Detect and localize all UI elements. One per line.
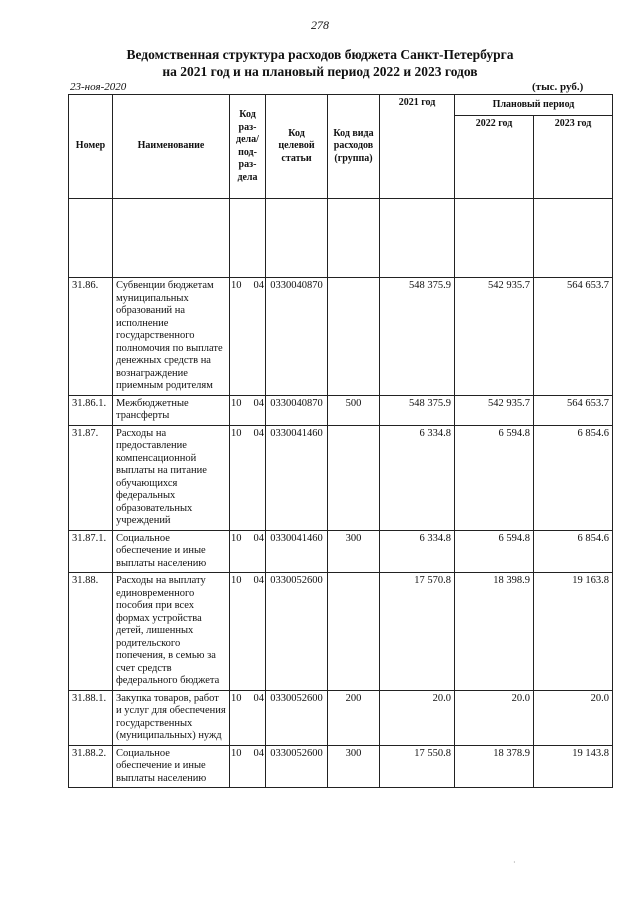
section-code: 10 xyxy=(231,532,242,544)
row-value-2023: 564 653.7 xyxy=(534,278,613,396)
header-planned-period: Плановый период xyxy=(455,95,613,116)
row-value-2023: 19 163.8 xyxy=(534,573,613,691)
scan-mark: · xyxy=(513,858,516,867)
row-name: Социальное обеспечение и иные выплаты населению xyxy=(113,745,230,788)
row-name: Закупка товаров, работ и услуг для обеспечения государственных (муниципальных) нужд xyxy=(113,690,230,745)
title-line-2: на 2021 год и на плановый период 2022 и 2023 годов xyxy=(162,64,478,79)
row-section-code xyxy=(230,395,266,425)
table-row xyxy=(69,690,613,745)
row-value-2021: 17 550.8 xyxy=(380,745,455,788)
table-row xyxy=(69,395,613,425)
row-section-code xyxy=(230,425,266,530)
header-spacer-row xyxy=(69,199,613,278)
row-name: Межбюджетные трансферты xyxy=(113,395,230,425)
row-value-2022: 6 594.8 xyxy=(455,530,534,573)
row-value-2021: 6 334.8 xyxy=(380,425,455,530)
row-target-code: 0330052600 xyxy=(266,690,328,745)
section-code: 10 xyxy=(231,692,242,704)
row-number: 31.87. xyxy=(69,425,113,530)
row-value-2022: 542 935.7 xyxy=(455,395,534,425)
row-section-code xyxy=(230,690,266,745)
row-expense-type: 300 xyxy=(328,745,380,788)
row-value-2021: 548 375.9 xyxy=(380,395,455,425)
row-name: Социальное обеспечение и иные выплаты населению xyxy=(113,530,230,573)
table-row xyxy=(69,278,613,396)
row-expense-type xyxy=(328,278,380,396)
row-name: Расходы на предоставление компенсационной выплаты на питание обучающихся федеральных образовательных учреждений xyxy=(113,425,230,530)
row-name: Субвенции бюджетам муниципальных образований на исполнение государственного полномочия по выплате денежных средств на вознаграждение приемным родителям xyxy=(113,278,230,396)
row-number: 31.88.1. xyxy=(69,690,113,745)
document-title xyxy=(0,46,640,80)
row-value-2022: 542 935.7 xyxy=(455,278,534,396)
row-expense-type xyxy=(328,573,380,691)
table-row xyxy=(69,530,613,573)
row-value-2023: 564 653.7 xyxy=(534,395,613,425)
header-expense-type-code: Код вида расходов (группа) xyxy=(328,95,380,199)
subsection-code: 04 xyxy=(253,532,264,544)
subsection-code: 04 xyxy=(253,747,264,759)
header-number: Номер xyxy=(69,95,113,199)
row-value-2022: 18 378.9 xyxy=(455,745,534,788)
header-name: Наименование xyxy=(113,95,230,199)
budget-table xyxy=(68,94,613,788)
document-date: 23-ноя-2020 xyxy=(70,81,127,93)
row-target-code: 0330052600 xyxy=(266,573,328,691)
row-section-code xyxy=(230,530,266,573)
section-code: 10 xyxy=(231,747,242,759)
header-target-code: Код целевой статьи xyxy=(266,95,328,199)
units-label: (тыс. руб.) xyxy=(532,81,584,93)
page-number: 278 xyxy=(311,18,329,32)
row-target-code: 0330040870 xyxy=(266,395,328,425)
row-target-code: 0330040870 xyxy=(266,278,328,396)
row-expense-type: 200 xyxy=(328,690,380,745)
row-value-2022: 18 398.9 xyxy=(455,573,534,691)
row-number: 31.86. xyxy=(69,278,113,396)
row-value-2021: 17 570.8 xyxy=(380,573,455,691)
row-section-code xyxy=(230,745,266,788)
title-line-1: Ведомственная структура расходов бюджета Санкт-Петербурга xyxy=(126,47,514,62)
header-year-2022: 2022 год xyxy=(455,116,534,199)
section-code: 10 xyxy=(231,575,242,586)
row-value-2022: 20.0 xyxy=(455,690,534,745)
row-section-code xyxy=(230,573,266,691)
table-row xyxy=(69,425,613,530)
row-target-code: 0330052600 xyxy=(266,745,328,788)
header-year-2023: 2023 год xyxy=(534,116,613,199)
row-value-2023: 20.0 xyxy=(534,690,613,745)
row-value-2023: 6 854.6 xyxy=(534,530,613,573)
subsection-code: 04 xyxy=(253,280,264,291)
table-row xyxy=(69,745,613,788)
row-target-code: 0330041460 xyxy=(266,530,328,573)
section-code: 10 xyxy=(231,427,242,439)
row-name: Расходы на выплату единовременного пособия при всех формах устройства детей, лишенных родительского попечения, в семью за счет средств федерального бюджета xyxy=(113,573,230,691)
row-section-code xyxy=(230,278,266,396)
row-number: 31.88.2. xyxy=(69,745,113,788)
row-value-2023: 19 143.8 xyxy=(534,745,613,788)
subsection-code: 04 xyxy=(253,397,264,409)
subsection-code: 04 xyxy=(253,692,264,704)
row-value-2021: 20.0 xyxy=(380,690,455,745)
row-expense-type: 500 xyxy=(328,395,380,425)
row-target-code: 0330041460 xyxy=(266,425,328,530)
subsection-code: 04 xyxy=(253,575,264,586)
subsection-code: 04 xyxy=(253,427,264,439)
table-row xyxy=(69,573,613,691)
row-expense-type: 300 xyxy=(328,530,380,573)
row-expense-type xyxy=(328,425,380,530)
section-code: 10 xyxy=(231,280,242,291)
section-code: 10 xyxy=(231,397,242,409)
row-value-2022: 6 594.8 xyxy=(455,425,534,530)
row-value-2021: 6 334.8 xyxy=(380,530,455,573)
row-value-2021: 548 375.9 xyxy=(380,278,455,396)
header-section-code: Код раз- дела/ под- раз- дела xyxy=(230,95,266,199)
row-number: 31.86.1. xyxy=(69,395,113,425)
header-year-2021: 2021 год xyxy=(380,95,455,199)
row-number: 31.88. xyxy=(69,573,113,691)
row-value-2023: 6 854.6 xyxy=(534,425,613,530)
row-number: 31.87.1. xyxy=(69,530,113,573)
